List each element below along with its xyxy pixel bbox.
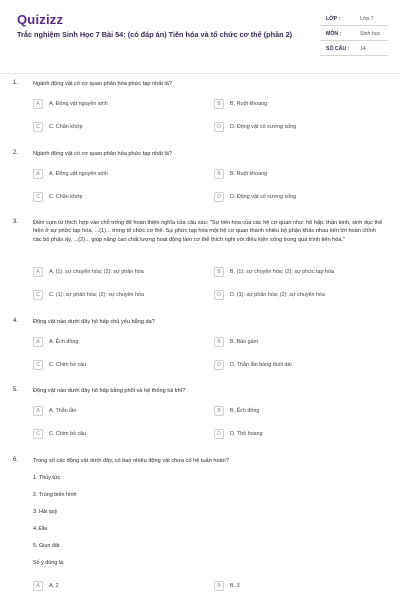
option-letter: C: [33, 122, 43, 132]
option-text: D. (1): sự phân hóa; (2): sự chuyên hóa: [230, 292, 326, 298]
option-letter: C: [33, 290, 43, 300]
list-item: 1. Thủy tức: [33, 475, 61, 481]
list-item: 5. Giun đất: [33, 543, 60, 549]
option-text: B. Ruột khoang: [230, 101, 268, 107]
option-letter: A: [33, 581, 43, 591]
option-letter: B: [214, 99, 224, 109]
option-text: C. Chim bồ câu: [49, 362, 87, 368]
option-letter: A: [33, 337, 43, 347]
option-letter: B: [214, 267, 224, 277]
option-letter: D: [214, 122, 224, 132]
option-text: D. Động vật có xương sống: [230, 124, 297, 130]
option-letter: B: [214, 169, 224, 179]
meta-label: LỚP :: [326, 16, 341, 22]
quizizz-logo: Quizizz: [17, 12, 64, 27]
option-letter: A: [33, 169, 43, 179]
question-text: Điền cụm từ thích hợp vào chỗ trống để hoàn thiện nghĩa của câu sau: "Sự tiến hóa của các hệ cơ quan như: hô hấp, thần kinh, sinh dục thể hiện ở sự phức tạp hóa, ...(1)... trong tổ chức cơ thể. Sự phức tạp hóa một hệ cơ quan thành nhiều bộ phận khác nhau tiến tới hoàn chỉnh các bộ phận ấy, ...(2)... giúp năng cao chất lượng hoạt động làm cơ thể thích nghi với điều kiện sống trong quá trình tiến hóa.": [33, 220, 383, 243]
question-text: Ngành động vật có cơ quan phân hóa phức tạp nhất là?: [33, 151, 172, 157]
option-letter: D: [214, 192, 224, 202]
option-letter: C: [33, 360, 43, 370]
option-text: C. (1): sự phân hóa; (2): sự chuyên hóa: [49, 292, 145, 298]
option-letter: A: [33, 267, 43, 277]
option-text: A. Ếch đồng: [49, 339, 79, 345]
option-text: B. Bào gấm: [230, 339, 259, 345]
option-text: B. Ếch đồng: [230, 408, 260, 414]
option-letter: B: [214, 406, 224, 416]
page-title: Trắc nghiệm Sinh Học 7 Bài 54: (có đáp án) Tiến hóa và tổ chức cơ thể (phần 2): [17, 30, 293, 39]
meta-value: Lớp 7: [360, 16, 374, 22]
option-text: C. Chân khớp: [49, 194, 83, 200]
option-text: B. 3: [230, 583, 240, 589]
question-text: Động vật nào dưới đây hô hấp bằng phổi và hệ thống túi khí?: [33, 388, 186, 394]
meta-label: SỐ CÂU :: [326, 46, 350, 52]
question-number: 2.: [13, 150, 19, 156]
list-item: 4. Đỉa: [33, 526, 48, 532]
meta-row-subject: [320, 26, 388, 41]
question-text: Ngành động vật có cơ quan phân hóa phức tạp nhất là?: [33, 81, 172, 87]
question-text: Động vật nào dưới đây hô hấp chủ yếu bằng da?: [33, 319, 155, 325]
option-text: B. Ruột khoang: [230, 171, 268, 177]
question-text: Trong số các động vật dưới đây, có bao nhiêu động vật chưa có hệ tuần hoàn?: [33, 458, 229, 464]
option-letter: D: [214, 290, 224, 300]
option-letter: B: [214, 581, 224, 591]
question-number: 3.: [13, 219, 19, 225]
option-letter: B: [214, 337, 224, 347]
option-text: D. Động vật có xương sống: [230, 194, 297, 200]
list-item: 3. Hải quỳ: [33, 509, 58, 515]
option-text: A. Động vật nguyên sinh: [49, 101, 108, 107]
question-number: 4.: [13, 318, 19, 324]
page-header: [0, 0, 400, 72]
meta-value: Sinh học: [360, 31, 381, 37]
meta-label: MÔN :: [326, 31, 342, 37]
option-letter: A: [33, 406, 43, 416]
option-text: A. Động vật nguyên sinh: [49, 171, 108, 177]
meta-value: 14: [360, 46, 366, 52]
option-letter: D: [214, 429, 224, 439]
option-letter: C: [33, 429, 43, 439]
option-text: D. Thỏ hoang: [230, 431, 263, 437]
header-divider: [0, 73, 400, 74]
meta-row-class: [320, 11, 388, 26]
option-text: A. Thằn lằn: [49, 408, 77, 414]
question-number: 6.: [13, 457, 19, 463]
option-text: C. Chim bồ câu: [49, 431, 87, 437]
option-text: A. (1): sự chuyên hóa; (2): sự phân hóa: [49, 269, 144, 275]
question-number: 1.: [13, 80, 19, 86]
option-text: C. Chân khớp: [49, 124, 83, 130]
option-letter: A: [33, 99, 43, 109]
question-number: 5.: [13, 387, 19, 393]
meta-row-count: [320, 41, 388, 56]
option-text: D. Thằn lằn bóng đuôi dài: [230, 362, 292, 368]
option-letter: D: [214, 360, 224, 370]
option-text: B. (1): sự chuyên hóa; (2): sự phức tạp hóa: [230, 269, 335, 275]
list-item: 2. Trùng biến hình: [33, 492, 77, 498]
option-letter: C: [33, 192, 43, 202]
list-item: Số ý đúng là:: [33, 560, 65, 566]
meta-box: [320, 11, 388, 56]
option-text: A. 2: [49, 583, 59, 589]
